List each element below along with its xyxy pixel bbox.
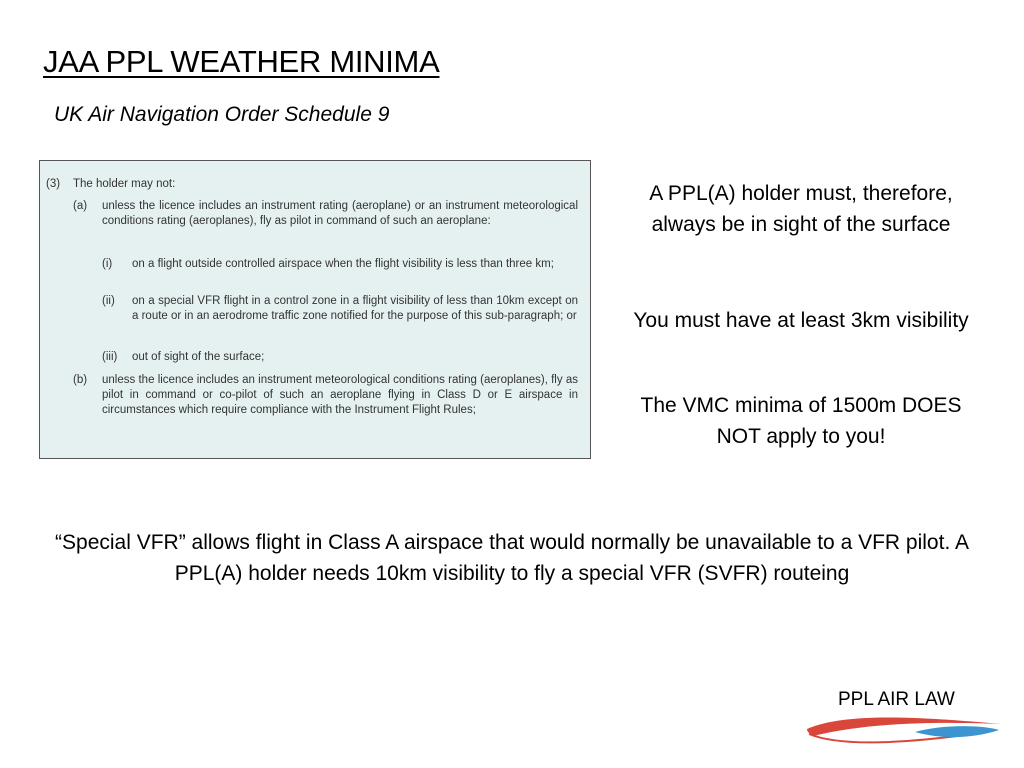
clause-ii-number: (ii) [102,295,115,307]
logo-blue-swoosh [915,726,999,737]
clause-b-number: (b) [73,374,88,386]
ano-excerpt-box [39,160,591,459]
page-title: JAA PPL WEATHER MINIMA [43,44,440,79]
clause-i-number: (i) [102,258,113,270]
clause-a-text: unless the licence includes an instrument rating (aeroplane) or an instrument meteorological conditions rating (aeroplanes), fly as pilot in command of such an aeroplane: [102,200,578,227]
page-subtitle: UK Air Navigation Order Schedule 9 [54,103,390,126]
note-visibility: You must have at least 3km visibility [633,309,969,332]
footer-label: PPL AIR LAW [838,689,955,710]
ppl-swoosh-logo [803,710,1003,750]
clause-i-text: on a flight outside controlled airspace when the flight visibility is less than three km; [132,258,554,270]
clause-iii-text: out of sight of the surface; [132,351,265,363]
clause-3-number: (3) [46,178,61,190]
clause-3-text: The holder may not: [73,178,176,190]
clause-iii-number: (iii) [102,351,118,363]
clause-a-number: (a) [73,200,88,212]
note-vmc-minima: The VMC minima of 1500m DOES NOT apply to you! [640,394,962,448]
note-sight-of-surface: A PPL(A) holder must, therefore, always be in sight of the surface [649,182,953,236]
clause-ii-text: on a special VFR flight in a control zone in a flight visibility of less than 10km except on a route or in an aerodrome traffic zone notified for the purpose of this sub-paragraph; or [132,295,578,322]
clause-b-text: unless the licence includes an instrument meteorological conditions rating (aeroplanes), fly as pilot in command or co-pilot of such an aeroplane flying in Class D or E airspace in circumstances which require compliance with the Instrument Flight Rules; [102,374,578,416]
special-vfr-note: “Special VFR” allows flight in Class A airspace that would normally be unavailable to a VFR pilot. A PPL(A) holder needs 10km visibility to fly a special VFR (SVFR) routeing [55,531,969,585]
